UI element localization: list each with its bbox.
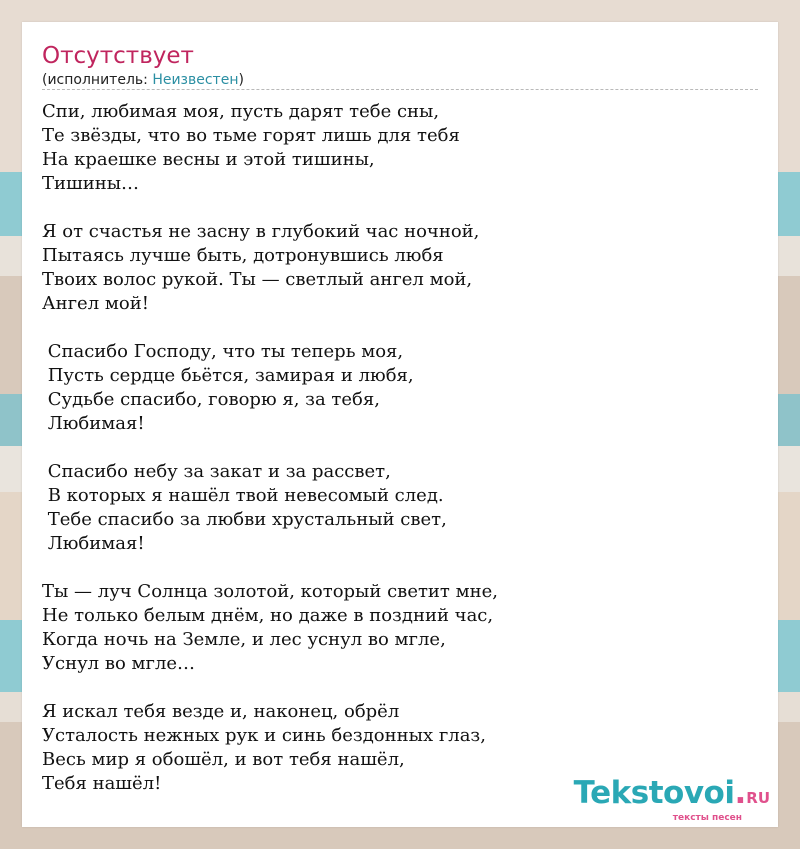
- song-artist-line: [42, 71, 758, 89]
- song-title: Отсутствует: [42, 43, 194, 69]
- artist-suffix: ): [238, 72, 244, 88]
- song-header: [42, 42, 758, 89]
- lyrics-card: [22, 22, 778, 827]
- logo-dot: .: [734, 775, 747, 811]
- logo-brand: Tekstovoi: [573, 775, 735, 811]
- logo-tagline: тексты песен: [672, 813, 742, 823]
- header-divider: [42, 89, 758, 90]
- logo-tld: RU: [746, 789, 770, 807]
- site-logo[interactable]: [573, 775, 770, 823]
- artist-link[interactable]: Неизвестен: [152, 72, 239, 88]
- lyrics-text: Спи, любимая моя, пусть дарят тебе сны, Те звёзды, что во тьме горят лишь для тебя На краешке весны и этой тишины, Тишины… Я от счастья не засну в глубокий час ночной, Пытаясь лучше быть, дотронувшись любя Твоих волос рукой. Ты — светлый ангел мой, Ангел мой! Спасибо Господу, что ты теперь моя, Пусть сердце бьётся, замирая и любя, Судьбе спасибо, говорю я, за тебя, Любимая! Спасибо небу за закат и за рассвет, В которых я нашёл твой невесомый след. Тебе спасибо за любви хрустальный свет, Любимая! Ты — луч Солнца золотой, который светит мне, Не только белым днём, но даже в поздний час, Когда ночь на Земле, и лес уснул во мгле, Уснул во мгле… Я искал тебя везде и, наконец, обрёл Усталость нежных рук и синь бездонных глаз, Весь мир я обошёл, и вот тебя нашёл, Тебя нашёл!: [42, 101, 498, 794]
- logo-wordmark: [573, 775, 770, 813]
- artist-prefix: (исполнитель:: [42, 72, 153, 88]
